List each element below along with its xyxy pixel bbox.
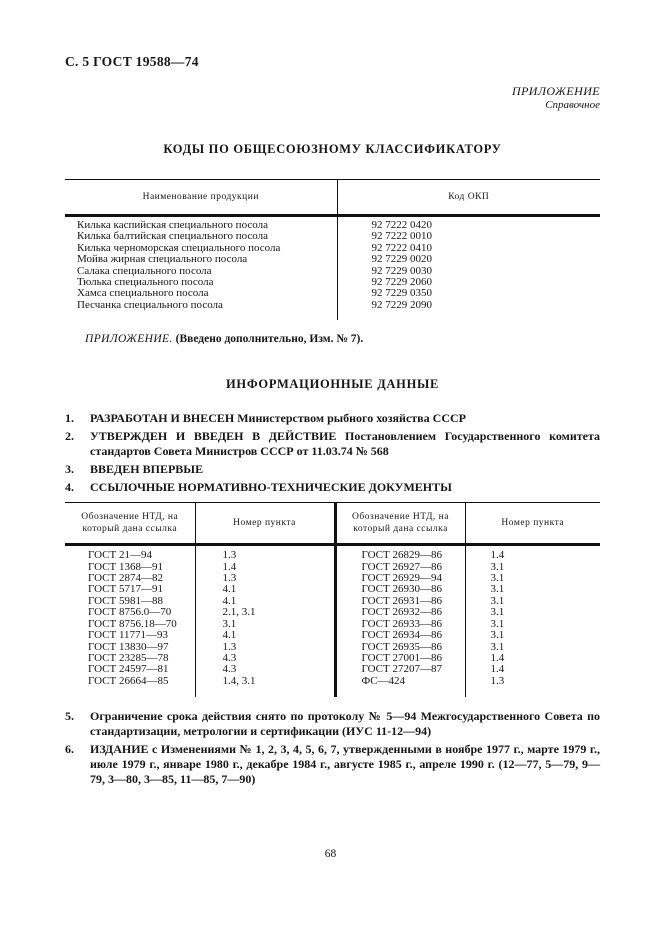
item-number: 6.: [65, 742, 74, 757]
table-cell: 3.1: [490, 607, 505, 619]
appendix-label: ПРИЛОЖЕНИЕ: [512, 84, 600, 98]
table-cell: 1.3: [195, 642, 335, 653]
table-row: [65, 642, 600, 653]
reference-table-head: [65, 503, 600, 545]
info-data-title: ИНФОРМАЦИОННЫЕ ДАННЫЕ: [225, 377, 439, 392]
table-cell: 4.3: [195, 653, 335, 664]
item-text: УТВЕРЖДЕН И ВВЕДЕН В ДЕЙСТВИЕ Постановлением Государственного комитета стандартов Совета Министров СССР от 11.03.74 № 568: [90, 429, 600, 459]
table-cell: [465, 687, 600, 697]
item-text: Ограничение срока действия снято по протоколу № 5—94 Межгосударственного Совета по стандартизации, метрологии и сертификации (ИУС 11-12—94): [90, 709, 600, 739]
appendix-type: Справочное: [545, 99, 600, 111]
table-row: [65, 687, 600, 697]
item-number: 5.: [65, 709, 74, 724]
info-item-5: [65, 709, 600, 739]
info-item-3: [65, 462, 600, 477]
item-text: ИЗДАНИЕ с Изменениями № 1, 2, 3, 4, 5, 6, 7, утвержденными в ноябре 1977 г., марте 1979 г., июле 1979 г., январе 1980 г., декабре 1984 г., августе 1985 г., апреле 1990 г. (12—77, 5—79, 9—79, 3—80, 3—85, 11—85, 7—90): [90, 742, 600, 787]
table-cell: [335, 687, 465, 697]
table-cell: ГОСТ 24597—81: [65, 664, 195, 675]
table-row: [65, 254, 600, 265]
table-cell: ГОСТ 8756.0—70: [65, 607, 195, 618]
table-cell: ГОСТ 26935—86: [335, 642, 465, 653]
table-cell: 4.1: [195, 630, 335, 641]
table-header-row: [65, 503, 600, 545]
table-cell: ГОСТ 26664—85: [65, 676, 195, 687]
table-row: [65, 573, 600, 584]
table-cell: 1.4: [490, 549, 505, 562]
appendix-note: [65, 333, 600, 345]
table-cell: ГОСТ 26930—86: [335, 584, 465, 595]
table-cell: Салака специального посола: [65, 266, 337, 277]
okp-codes-table-head: [65, 180, 600, 216]
info-items-bottom: [65, 709, 600, 787]
table-row: [65, 266, 600, 277]
table-cell: Килька черноморская специального посола: [65, 243, 337, 254]
appendix-note-label: ПРИЛОЖЕНИЕ.: [85, 333, 173, 346]
table-cell: ГОСТ 26829—86: [335, 545, 465, 562]
item-number: 1.: [65, 411, 74, 426]
table-cell: Мойва жирная специального посола: [65, 254, 337, 265]
table-cell: 1.4: [195, 562, 335, 573]
table-cell: ГОСТ 26927—86: [335, 562, 465, 573]
codes-section-title: КОДЫ ПО ОБЩЕСОЮЗНОМУ КЛАССИФИКАТОРУ: [163, 142, 502, 156]
item-number: 4.: [65, 480, 74, 495]
column-header-ntd-left: Обозначение НТД, на который дана ссылка: [65, 503, 195, 545]
table-row: [65, 216, 600, 232]
table-rule-tail: [65, 687, 600, 697]
table-cell: 4.3: [195, 664, 335, 675]
item-text: ССЫЛОЧНЫЕ НОРМАТИВНО-ТЕХНИЧЕСКИЕ ДОКУМЕНТЫ: [90, 480, 452, 495]
table-cell: Песчанка специального посола: [65, 300, 337, 311]
table-cell: 92 7229 0020: [371, 254, 432, 266]
table-cell: Хамса специального посола: [65, 288, 337, 299]
table-cell: 92 7222 0410: [371, 242, 432, 254]
info-item-2: [65, 429, 600, 459]
table-cell: 3.1: [490, 573, 505, 585]
info-items-top: [65, 411, 600, 495]
item-number: 3.: [65, 462, 74, 477]
info-item-6: [65, 742, 600, 787]
table-cell: 3.1: [490, 630, 505, 642]
table-cell: [337, 311, 600, 320]
table-cell: 92 7222 0420: [371, 219, 432, 231]
table-row: [65, 288, 600, 299]
table-rule-tail: [65, 311, 600, 320]
table-cell: Килька каспийская специального посола: [65, 216, 337, 232]
column-header-clause-left: Номер пункта: [195, 503, 335, 545]
table-cell: 92 7229 0030: [371, 265, 432, 277]
table-cell: Килька балтийская специального посола: [65, 231, 337, 242]
okp-codes-table-body: [65, 216, 600, 312]
table-cell: 3.1: [195, 619, 335, 630]
table-cell: ГОСТ 5717—91: [65, 584, 195, 595]
table-row: [65, 231, 600, 242]
table-cell: ГОСТ 26929—94: [335, 573, 465, 584]
table-cell: 4.1: [195, 596, 335, 607]
table-cell: ГОСТ 8756.18—70: [65, 619, 195, 630]
table-row: [65, 277, 600, 288]
table-cell: 1.3: [490, 675, 505, 687]
table-cell: ФС—424: [335, 676, 465, 687]
table-cell: ГОСТ 21—94: [65, 545, 195, 562]
appendix-block: [65, 84, 600, 112]
info-item-4: [65, 480, 600, 495]
table-cell: ГОСТ 11771—93: [65, 630, 195, 641]
table-cell: 1.4, 3.1: [195, 676, 335, 687]
table-cell: 1.4: [490, 652, 505, 664]
table-row: [65, 653, 600, 664]
table-cell: 1.3: [195, 545, 335, 562]
column-header-product-name: Наименование продукции: [65, 180, 337, 216]
table-row: [65, 630, 600, 641]
table-cell: ГОСТ 27207—87: [335, 664, 465, 675]
table-cell: ГОСТ 27001—86: [335, 653, 465, 664]
table-row: [65, 300, 600, 311]
table-cell: ГОСТ 26933—86: [335, 619, 465, 630]
table-cell: ГОСТ 26931—86: [335, 596, 465, 607]
table-cell: ГОСТ 26932—86: [335, 607, 465, 618]
table-cell: ГОСТ 23285—78: [65, 653, 195, 664]
table-cell: 3.1: [490, 584, 505, 596]
table-cell: 3.1: [490, 595, 505, 607]
doc-reference: С. 5 ГОСТ 19588—74: [65, 54, 199, 69]
table-cell: 3.1: [490, 641, 505, 653]
table-row: [65, 607, 600, 618]
table-cell: ГОСТ 13830—97: [65, 642, 195, 653]
reference-documents-table: [65, 502, 600, 697]
table-cell: 1.3: [195, 573, 335, 584]
column-header-clause-right: Номер пункта: [465, 503, 600, 545]
item-number: 2.: [65, 429, 74, 444]
item-text: РАЗРАБОТАН И ВНЕСЕН Министерством рыбного хозяйства СССР: [90, 411, 466, 426]
table-cell: [195, 687, 335, 697]
table-cell: 92 7229 2090: [371, 299, 432, 311]
column-header-ntd-right: Обозначение НТД, на который дана ссылка: [335, 503, 465, 545]
table-cell: 2.1, 3.1: [195, 607, 335, 618]
table-cell: Тюлька специального посола: [65, 277, 337, 288]
table-cell: 92 7229 0350: [371, 288, 432, 300]
table-row: [65, 664, 600, 675]
appendix-note-text: (Введено дополнительно, Изм. № 7).: [175, 333, 364, 346]
table-cell: ГОСТ 1368—91: [65, 562, 195, 573]
table-row: [65, 596, 600, 607]
table-row: [65, 545, 600, 562]
table-row: [65, 619, 600, 630]
item-text: ВВЕДЕН ВПЕРВЫЕ: [90, 462, 204, 477]
table-cell: [65, 311, 337, 320]
table-cell: 3.1: [490, 618, 505, 630]
table-cell: 4.1: [195, 584, 335, 595]
okp-codes-table: [65, 179, 600, 320]
column-header-okp-code: Код ОКП: [337, 180, 600, 216]
table-header-row: [65, 180, 600, 216]
table-row: [65, 584, 600, 595]
table-row: [65, 243, 600, 254]
table-cell: ГОСТ 26934—86: [335, 630, 465, 641]
table-cell: 92 7229 2060: [371, 277, 432, 289]
table-cell: [65, 687, 195, 697]
table-row: [65, 562, 600, 573]
table-cell: 3.1: [490, 561, 505, 573]
table-cell: 1.4: [490, 664, 505, 676]
table-cell: ГОСТ 5981—88: [65, 596, 195, 607]
reference-table-body: [65, 545, 600, 687]
table-cell: ГОСТ 2874—82: [65, 573, 195, 584]
page-number: 68: [324, 848, 337, 860]
table-row: [65, 311, 600, 320]
table-row: [65, 676, 600, 687]
info-item-1: [65, 411, 600, 426]
table-cell: 92 7222 0010: [371, 231, 432, 243]
